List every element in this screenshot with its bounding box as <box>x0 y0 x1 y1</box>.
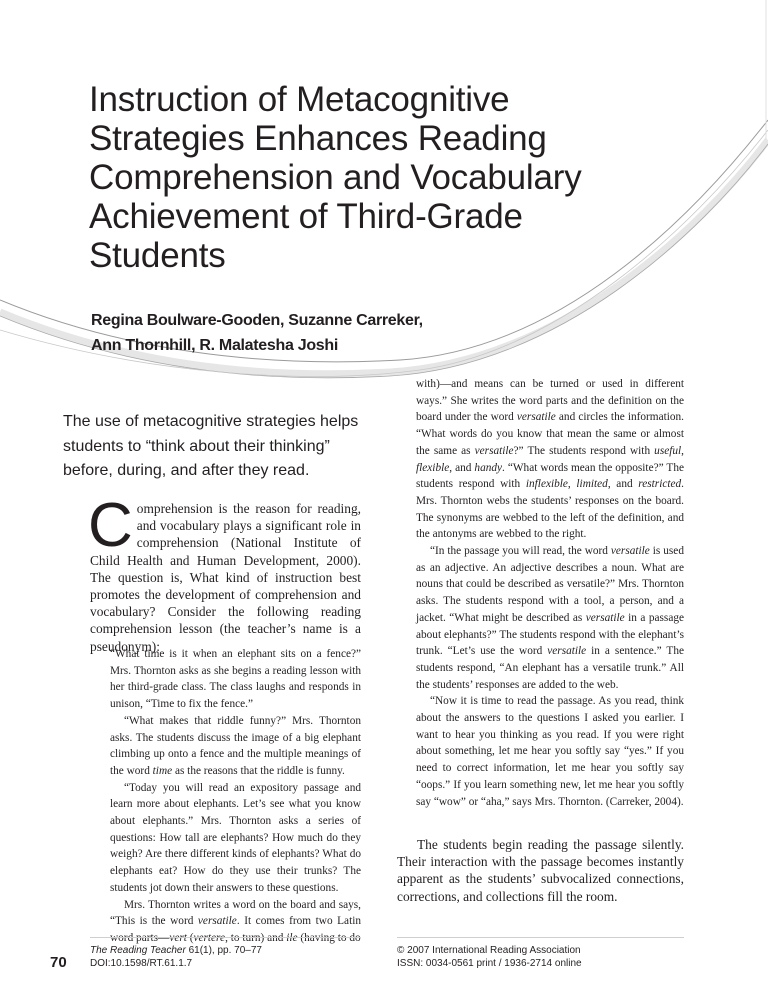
text-run: “Today you will read an expository passage and learn more about elephants. Let’s see what you know about elephants.” Mrs. Thornton asks a series of questions: How tall are elephants? How much do they weigh? Are there different kinds of elephants? What do elephants eat? How do they use their trunks? The students jot down their answers to these questions. <box>110 781 361 894</box>
title-line: Students <box>89 236 226 275</box>
lesson-blockquote-left <box>110 646 361 947</box>
blockquote-paragraph <box>416 376 684 543</box>
closing-paragraph <box>397 836 684 905</box>
text-run: as the reasons that the riddle is funny. <box>172 764 345 777</box>
italic-term: versatile <box>610 545 650 558</box>
blockquote-paragraph <box>110 713 361 780</box>
italic-term: limited <box>576 478 608 491</box>
text-run: in a sentence.” The students respond, “An elephant has a versatile trunk.” All the students’ responses are added to the web. <box>416 645 684 691</box>
footer-divider <box>397 937 684 938</box>
title-line: Instruction of Metacognitive <box>89 80 510 119</box>
italic-term: versatile <box>197 915 237 928</box>
journal-name: The Reading Teacher <box>90 945 186 956</box>
text-run: . It comes from two Latin <box>236 915 361 928</box>
text-run: with)—and means can be turned or used in different ways.” She writes the word parts and the definition on the board under the word <box>416 378 684 424</box>
blockquote-paragraph <box>110 780 361 897</box>
footer-divider <box>90 937 361 938</box>
italic-term: versatile <box>474 444 514 457</box>
volume-pages: 61(1), pp. 70–77 <box>185 945 262 956</box>
text-run: “Now it is time to read the passage. As you read, think about the answers to the questions I asked you earlier. I want to hear you thinking as you read. If you were right about something, let me hear you softly say “yes.” If you need to correct information, let me hear you softly say “oops.” If you learn something new, let me hear you softly say “wow” or “aha,” says Mrs. Thornton. (Carreker, 2004). <box>416 695 684 808</box>
title-line: Strategies Enhances Reading <box>89 119 547 158</box>
doi: DOI:10.1598/RT.61.1.7 <box>90 958 193 969</box>
title-line: Achievement of Third-Grade <box>89 197 523 236</box>
italic-term: versatile <box>585 611 625 624</box>
blockquote-paragraph <box>110 646 361 713</box>
paragraph-text: The students begin reading the passage silently. Their interaction with the passage becomes instantly apparent as the students’ subvocalized connections, corrections, and collections fill the room. <box>397 837 684 904</box>
drop-cap: C <box>88 491 133 560</box>
italic-term: handy <box>474 461 503 474</box>
pull-quote: The use of metacognitive strategies helps students to “think about their thinking” before, during, and after they read. <box>63 413 359 479</box>
author-line: Regina Boulware-Gooden, Suzanne Carreker, <box>91 312 423 329</box>
italic-term: restricted <box>638 478 682 491</box>
text-run: “What makes that riddle funny?” Mrs. Thornton asks. The students discuss the image of a big elephant climbing up onto a fence and the multiple meanings of the word <box>110 714 361 777</box>
title-line: Comprehension and Vocabulary <box>89 158 582 197</box>
italic-term: inflexible <box>525 478 568 491</box>
citation <box>90 944 262 970</box>
copyright: © 2007 International Reading Association <box>397 945 581 956</box>
text-run: , <box>681 444 684 457</box>
blockquote-paragraph <box>110 897 361 947</box>
text-run: , <box>567 478 577 491</box>
italic-term: useful <box>654 444 682 457</box>
author-line: Ann Thornhill, R. Malatesha Joshi <box>91 337 339 354</box>
text-run: in a passage about elephants?” The students respond with the elephant’s trunk. “Let’s use the word <box>416 611 685 658</box>
article-title <box>89 80 649 275</box>
text-run: , and <box>449 461 475 474</box>
text-run: ?” The students respond with <box>513 444 655 457</box>
text-run: is used as an adjective. An adjective describes a noun. What are nouns that could be described as versatile?” Mrs. Thornton asks. The students respond with a tool, a person, and a jacket. “What might be described as <box>416 545 684 624</box>
blockquote-paragraph <box>416 543 684 693</box>
issn: ISSN: 0034-0561 print / 1936-2714 online <box>397 958 582 969</box>
italic-term: versatile <box>547 645 587 658</box>
intro-paragraph <box>88 491 361 655</box>
text-run: and circles the information. “What words do you know that mean the same or almost the same as <box>416 411 684 457</box>
page-number: 70 <box>50 954 67 971</box>
text-run: , and <box>607 478 639 491</box>
blockquote-paragraph <box>416 693 684 810</box>
text-run: “What time is it when an elephant sits on a fence?” Mrs. Thornton asks as she begins a reading lesson with her third-grade class. The class laughs and responds in unison, “Time to fix the fence.” <box>110 648 361 711</box>
intro-text: omprehension is the reason for reading, and vocabulary plays a significant role in comprehension (National Institute of Child Health and Human Development, 2000). The question is, What kind of instruction best promotes the development of comprehension and vocabulary? Consider the following reading comprehension lesson (the teacher’s name is a pseudonym): <box>90 501 361 654</box>
text-run: . “What words mean the opposite?” The students respond with <box>416 461 684 491</box>
author-list <box>91 308 591 358</box>
lesson-blockquote-right <box>416 376 684 810</box>
italic-term: flexible <box>416 461 450 474</box>
copyright-block <box>397 944 582 970</box>
text-run: “In the passage you will read, the word <box>430 545 611 558</box>
italic-term: versatile <box>516 411 556 424</box>
text-run: Mrs. Thornton writes a word on the board and says, “This is the word <box>110 898 361 928</box>
italic-term: time <box>152 764 173 777</box>
text-run: . Mrs. Thornton webs the students’ responses on the board. The synonyms are webbed to the left of the definition, and the antonyms are webbed to the right. <box>416 478 684 541</box>
